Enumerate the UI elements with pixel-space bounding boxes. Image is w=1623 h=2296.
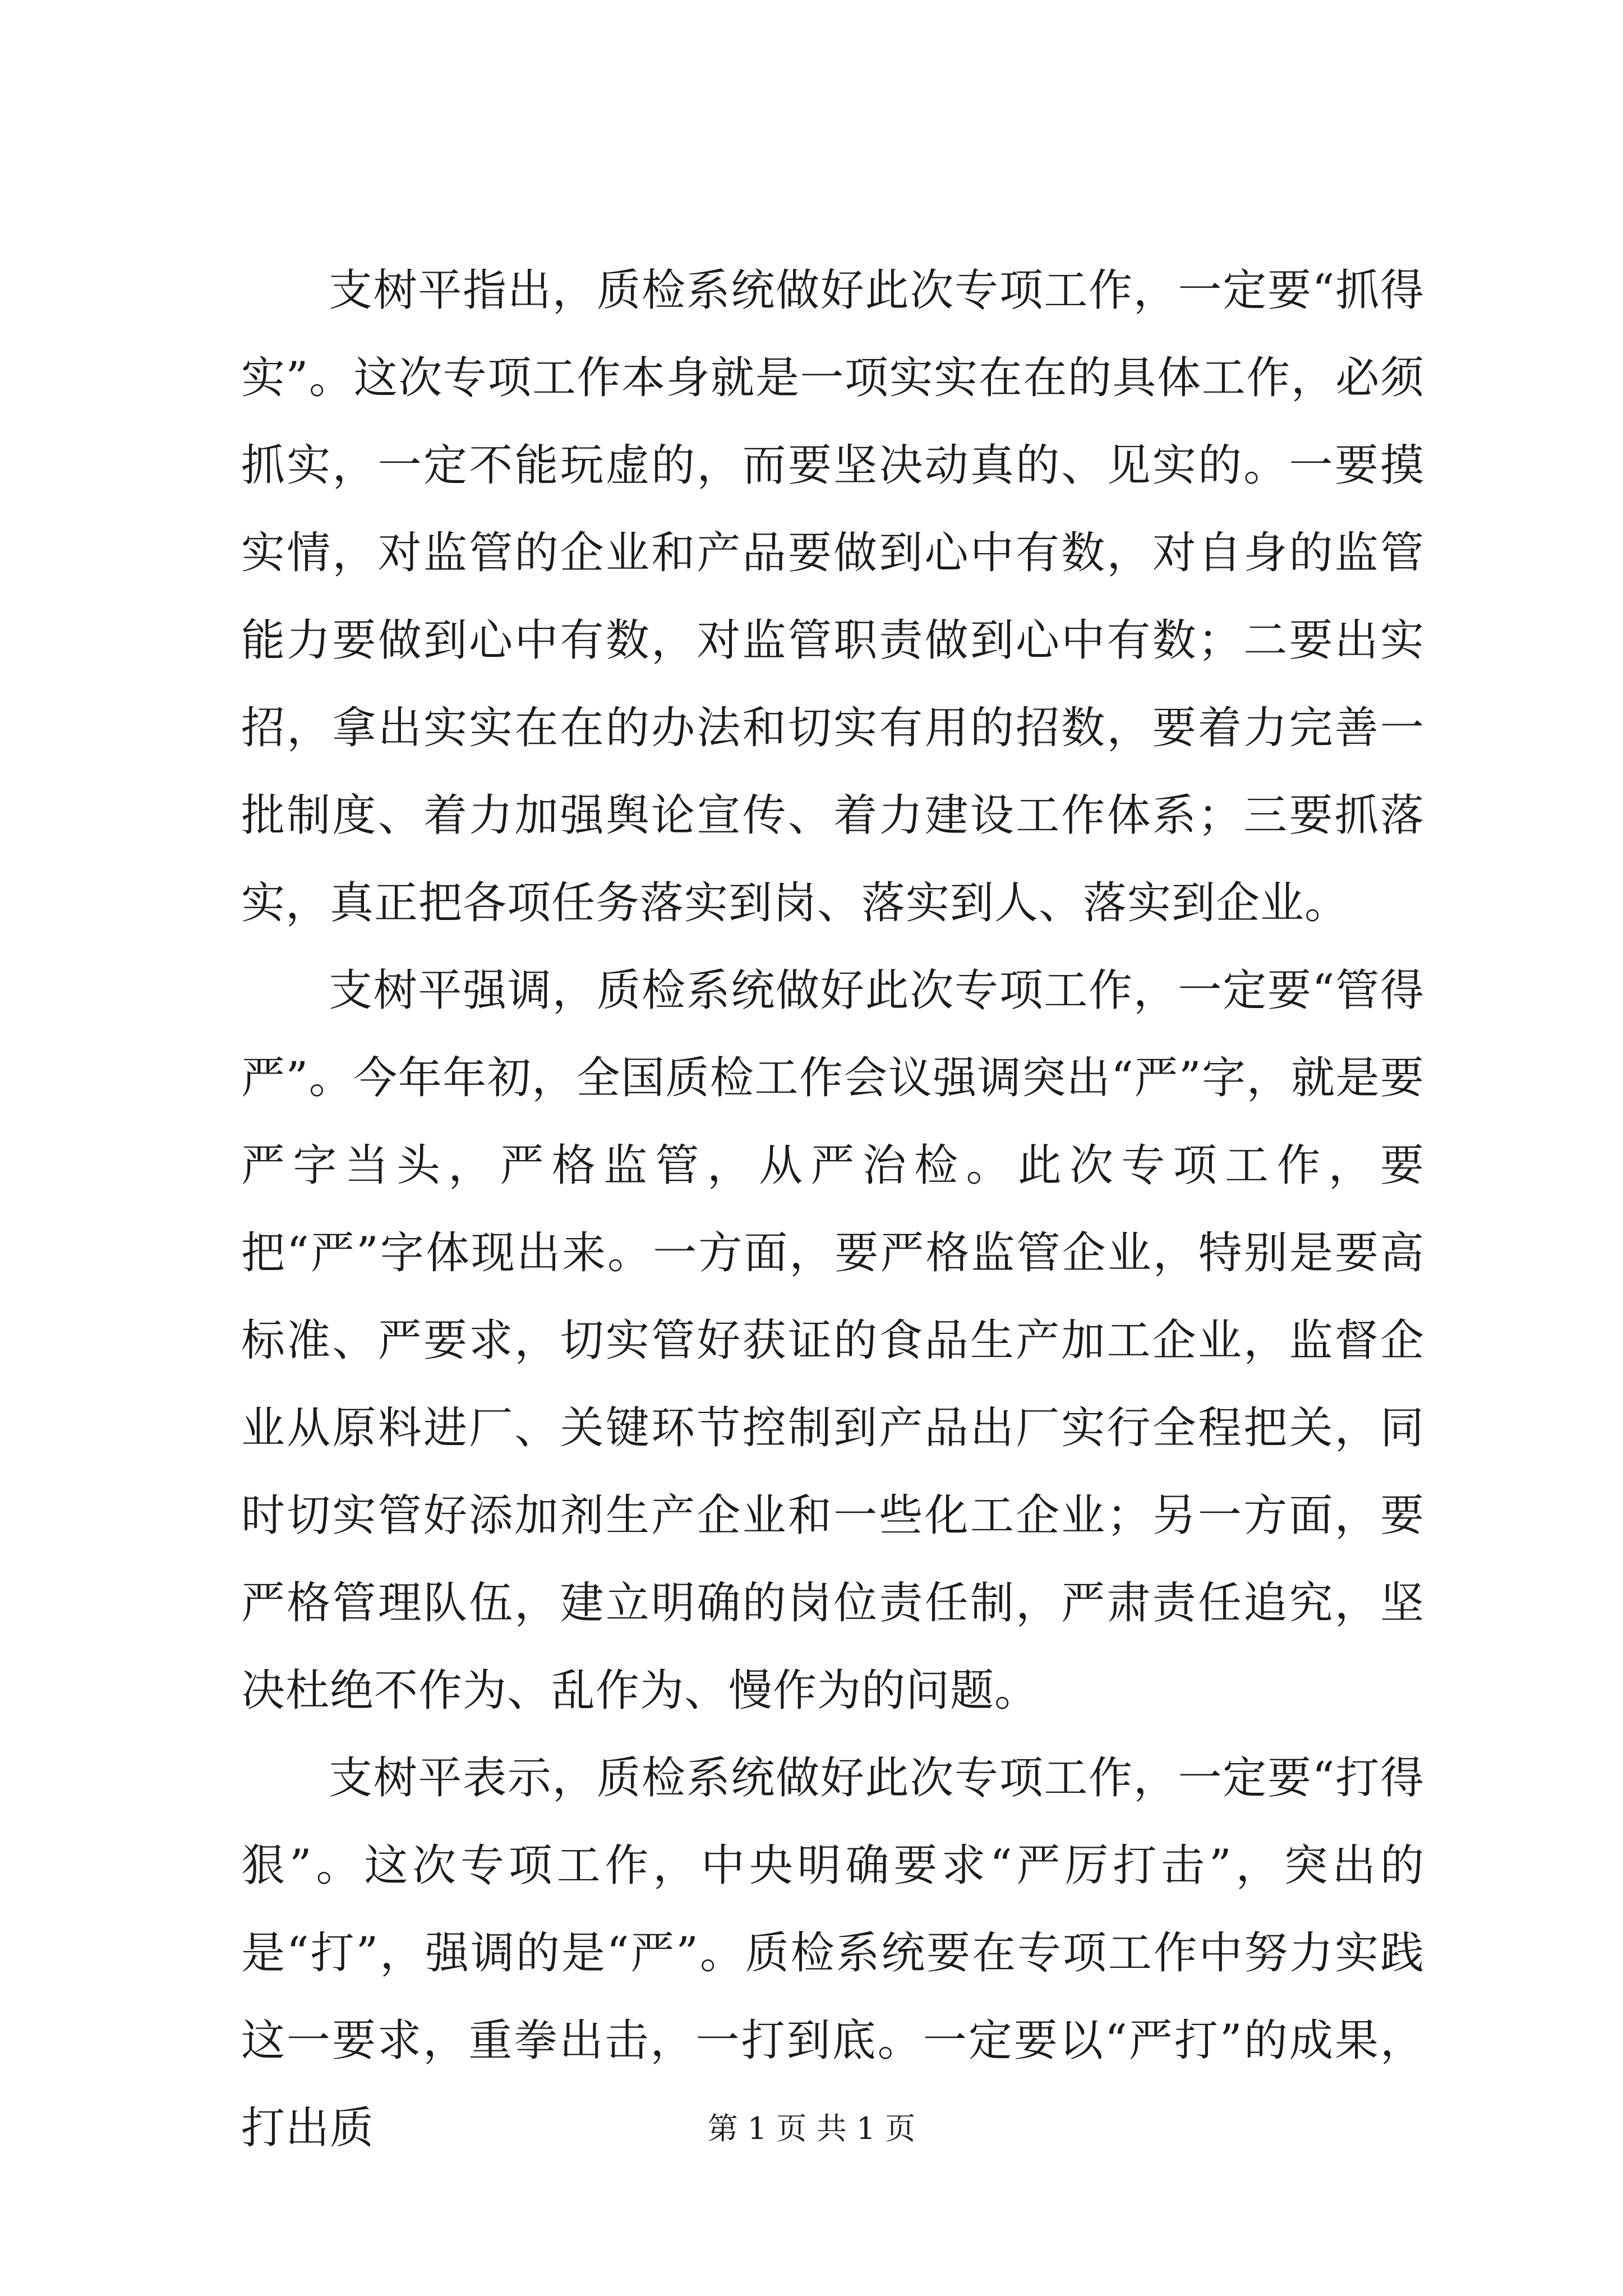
page-footer: 第 1 页 共 1 页 (707, 2111, 916, 2146)
document-body (241, 247, 1424, 2172)
paragraph-1: 支树平指出，质检系统做好此次专项工作，一定要“抓得实”。这次专项工作本身就是一项实实在在的具体工作，必须抓实，一定不能玩虚的，而要坚决动真的、见实的。一要摸实情，对监管的企业和产品要做到心中有数，对自身的监管能力要做到心中有数，对监管职责做到心中有数；二要出实招，拿出实实在在的办法和切实有用的招数，要着力完善一批制度、着力加强舆论宣传、着力建设工作体系；三要抓落实，真正把各项任务落实到岗、落实到人、落实到企业。 (241, 265, 1424, 928)
paragraph-2: 支树平强调，质检系统做好此次专项工作，一定要“管得严”。今年年初，全国质检工作会议强调突出“严”字，就是要严字当头，严格监管，从严治检。此次专项工作，要把“严”字体现出来。一方面，要严格监管企业，特别是要高标准、严要求，切实管好获证的食品生产加工企业，监督企业从原料进厂、关键环节控制到产品出厂实行全程把关，同时切实管好添加剂生产企业和一些化工企业；另一方面，要严格管理队伍，建立明确的岗位责任制，严肃责任追究，坚决杜绝不作为、乱作为、慢作为的问题。 (241, 965, 1424, 1716)
paragraph-3: 支树平表示，质检系统做好此次专项工作，一定要“打得狠”。这次专项工作，中央明确要求“严厉打击”，突出的是“打”，强调的是“严”。质检系统要在专项工作中努力实践这一要求，重拳出击，一打到底。一定要以“严打”的成果，打出质 (241, 1753, 1424, 2154)
